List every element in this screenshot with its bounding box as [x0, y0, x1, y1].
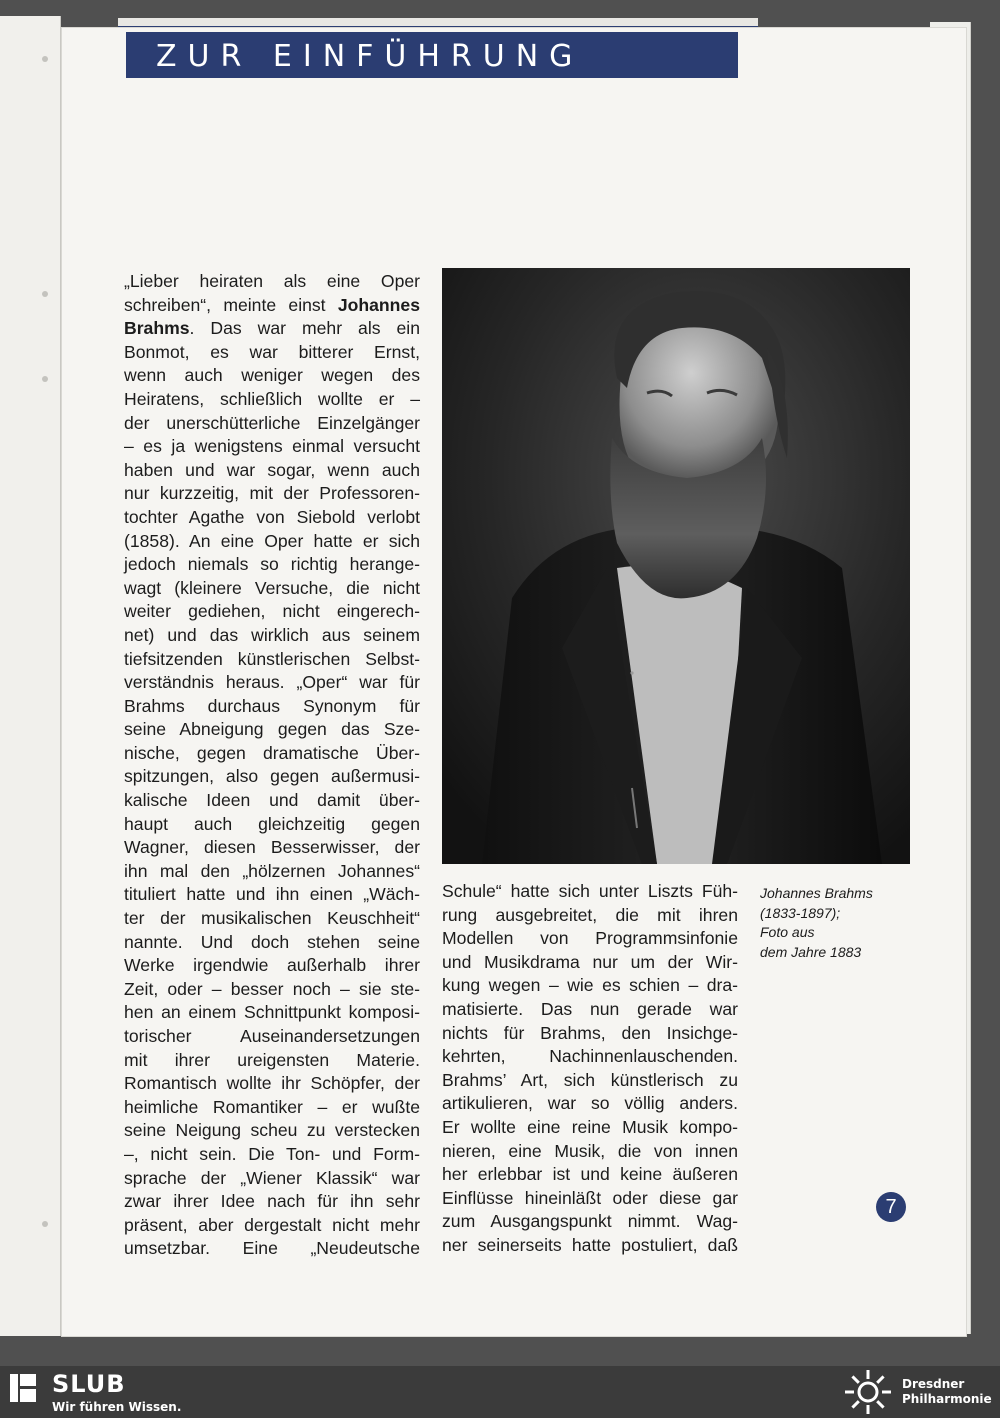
article-line: tiefsitzenden künstlerischen Selbst-: [124, 648, 420, 669]
article-line: tituliert hatte und ihn einen „Wäch-: [124, 884, 420, 905]
article-line: Heiratens, schließlich wollte er –: [124, 388, 420, 409]
article-line: her erlebbar ist und keine äußeren: [442, 1164, 738, 1185]
article-line: spitzungen, also gegen außermusi-: [124, 766, 420, 787]
article-line: ihn mal den „hölzernen Johannes“: [124, 860, 420, 881]
article-line: verständnis heraus. „Oper“ war für: [124, 672, 420, 693]
article-line: der unerschütterliche Einzelgänger: [124, 412, 420, 433]
article-line: seine Neigung scheu zu verstecken: [124, 1120, 420, 1141]
caption-line: dem Jahre 1883: [760, 943, 862, 960]
article-column-left: [124, 270, 420, 1261]
article-line: nichts für Brahms, den Insichge-: [442, 1022, 738, 1043]
dresdner-philharmonie-name: [902, 1377, 992, 1407]
punch-hole: [42, 376, 48, 382]
article-line: und Musikdrama nur um der Wir-: [442, 951, 738, 972]
slub-name: SLUB: [52, 1370, 126, 1398]
section-title: ZUR EINFÜHRUNG: [156, 39, 584, 74]
article-line: Modellen von Programmsinfonie: [442, 928, 738, 949]
article-line: Schule“ hatte sich unter Liszts Füh-: [442, 881, 738, 901]
article-line: jedoch niemals so richtig herange-: [124, 554, 420, 575]
article-line: nieren, eine Musik, die von innen: [442, 1140, 738, 1161]
article-line: Zeit, oder – besser noch – sie ste-: [124, 978, 420, 999]
article-line: Brahms. Das war mehr als ein: [124, 318, 420, 339]
article-line: nur kurzzeitig, mit der Professoren-: [124, 483, 420, 504]
left-page-edge: [0, 16, 61, 1336]
article-line: Brahms durchaus Synonym für: [124, 695, 420, 716]
portrait-photo-icon: [442, 268, 910, 864]
article-line: seine Abneigung gegen das Sze-: [124, 719, 420, 740]
article-line: wenn auch weniger wegen des: [124, 365, 420, 386]
article-line: präsent, aber dergestalt nicht mehr: [124, 1214, 420, 1235]
article-line: nannte. Und doch stehen seine: [124, 931, 420, 952]
article-line: –, nicht sein. Die Ton- und Form-: [124, 1143, 420, 1164]
article-line: torischer Auseinandersetzungen: [124, 1026, 420, 1046]
article-line: Einflüsse hineinläßt oder diese gar: [442, 1187, 738, 1208]
article-line: heimliche Romantiker – er wußte: [124, 1096, 420, 1117]
footer-bar: [0, 1366, 1000, 1418]
article-line: net) und das wirklich aus seinem: [124, 624, 420, 645]
brochure-page: [62, 28, 966, 1336]
dresdner-philharmonie-logo-icon: [842, 1369, 894, 1415]
article-line: tochter Agathe von Siebold verlobt: [124, 506, 420, 527]
article-line: sprache der „Wiener Klassik“ war: [124, 1167, 420, 1188]
article-line: weiter gediehen, nicht eingerech-: [124, 601, 420, 622]
article-line: Wagner, diesen Besserwisser, der: [124, 837, 420, 858]
punch-hole: [42, 1221, 48, 1227]
caption-line: (1833-1897);: [760, 904, 841, 921]
caption-line: Johannes Brahms: [760, 885, 873, 901]
photo-caption: [760, 884, 900, 962]
page-number: 7: [876, 1192, 906, 1222]
article-line: mit ihrer ureigensten Materie.: [124, 1049, 420, 1070]
article-line: artikulieren, war so völlig anders.: [442, 1093, 738, 1114]
article-line: ner seinerseits hatte postuliert, daß: [442, 1234, 738, 1255]
article-line: (1858). An eine Oper hatte er sich: [124, 530, 420, 551]
article-line: umsetzbar. Eine „Neudeutsche: [124, 1238, 420, 1259]
article-line: zwar ihrer Idee nach für ihn sehr: [124, 1191, 420, 1212]
section-header: [126, 32, 738, 78]
caption-line: Foto aus: [760, 924, 815, 940]
article-line: schreiben“, meinte einst Johannes: [124, 294, 420, 315]
phil-name-line: Philharmonie: [902, 1392, 992, 1406]
article-line: „Lieber heiraten als eine Oper: [124, 271, 420, 291]
punch-hole: [42, 56, 48, 62]
article-line: zum Ausgangspunkt nimmt. Wag-: [442, 1211, 738, 1232]
article-line: – es ja wenigstens einmal versucht: [124, 436, 420, 457]
article-line: kehrten, Nachinnenlauschenden.: [442, 1046, 738, 1067]
article-line: Bonmot, es war bitterer Ernst,: [124, 341, 420, 362]
article-line: kung wegen – wie es schien – dra-: [442, 975, 738, 996]
previous-page-edge: [118, 18, 758, 28]
article-line: haben und war sogar, wenn auch: [124, 459, 420, 480]
article-line: kalische Ideen und damit über-: [124, 790, 420, 811]
article-column-middle: [442, 880, 738, 1258]
article-line: hen an einem Schnittpunkt komposi-: [124, 1002, 420, 1023]
article-line: haupt auch gleichzeitig gegen: [124, 813, 420, 834]
article-line: Werke irgendwie außerhalb ihrer: [124, 955, 420, 976]
punch-hole: [42, 291, 48, 297]
article-line: Romantisch wollte ihr Schöpfer, der: [124, 1073, 420, 1094]
article-line: nische, gegen dramatische Über-: [124, 742, 420, 763]
phil-name-line: Dresdner: [902, 1377, 965, 1391]
article-line: Brahms’ Art, sich künstlerisch zu: [442, 1069, 738, 1090]
article-line: ter der musikalischen Keuschheit“: [124, 908, 420, 929]
article-line: wagt (kleinere Versuche, die nicht: [124, 577, 420, 598]
article-line: matisierte. Das nun gerade war: [442, 998, 738, 1019]
slub-logo-icon: [10, 1374, 36, 1402]
slub-slogan: Wir führen Wissen.: [52, 1400, 182, 1414]
article-line: rung ausgebreitet, die mit ihren: [442, 904, 738, 925]
article-line: Er wollte eine reine Musik kompo-: [442, 1116, 738, 1137]
brahms-portrait: [442, 268, 910, 864]
